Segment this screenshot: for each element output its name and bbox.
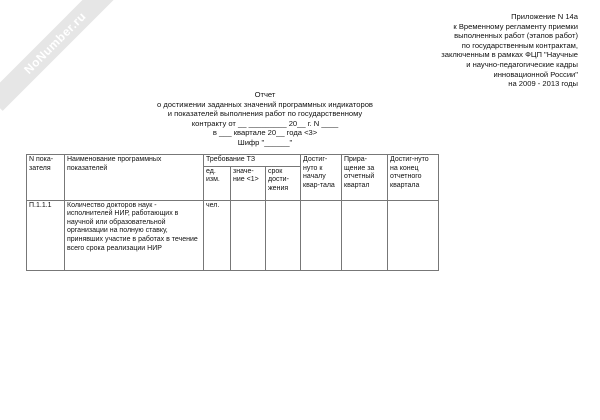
cell-end	[388, 200, 439, 270]
appendix-line: по государственным контрактам,	[461, 40, 578, 50]
report-line: в ___ квартале 20__ года <3>	[212, 128, 318, 138]
appendix-line: заключенным в рамках ФЦП "Научные	[441, 50, 578, 60]
appendix-line: и научно-педагогические кадры	[466, 59, 578, 69]
table-row	[27, 200, 439, 270]
report-line: Шифр "______"	[237, 137, 293, 147]
cell-name: Количество докторов наук - исполнителей НИР, работающих в научной или образовательной организации на полную ставку, принявших участие в работах в течение всего срока реализации НИР	[65, 200, 204, 270]
header-value: значе-ние <1>	[231, 166, 266, 200]
header-increment: Прира-щение за отчетный квартал	[342, 155, 388, 201]
header-term: срок дости-жения	[266, 166, 301, 200]
header-name: Наименование программных показателей	[65, 155, 204, 201]
header-unit: ед. изм.	[204, 166, 231, 200]
cell-unit: чел.	[204, 200, 231, 270]
appendix-note	[441, 12, 578, 89]
appendix-line: выполненных работ (этапов работ)	[454, 31, 578, 41]
cell-term	[266, 200, 301, 270]
report-title	[150, 90, 380, 148]
appendix-line: к Временному регламенту приемки	[453, 21, 578, 31]
indicators-table	[26, 154, 439, 271]
header-requirement: Требование ТЗ	[204, 155, 301, 167]
cell-start	[301, 200, 342, 270]
cell-increment	[342, 200, 388, 270]
header-num: N пока-зателя	[27, 155, 65, 201]
cell-value	[231, 200, 266, 270]
watermark: NoNumber.ru	[0, 0, 123, 111]
report-line: контракту от __ _________ 20__ г. N ____	[191, 118, 339, 128]
report-heading: Отчет	[254, 90, 276, 99]
appendix-line: Приложение N 14а	[511, 12, 578, 21]
report-line: и показателей выполнения работ по государственному	[167, 109, 363, 119]
cell-num: П.1.1.1	[27, 200, 65, 270]
appendix-line: на 2009 - 2013 годы	[508, 79, 578, 89]
report-line: о достижении заданных значений программных индикаторов	[157, 99, 373, 109]
appendix-line: инновационной России"	[493, 69, 578, 79]
header-end: Достиг-нуто на конец отчетного квартала	[388, 155, 439, 201]
header-start: Достиг-нуто к началу квар-тала	[301, 155, 342, 201]
